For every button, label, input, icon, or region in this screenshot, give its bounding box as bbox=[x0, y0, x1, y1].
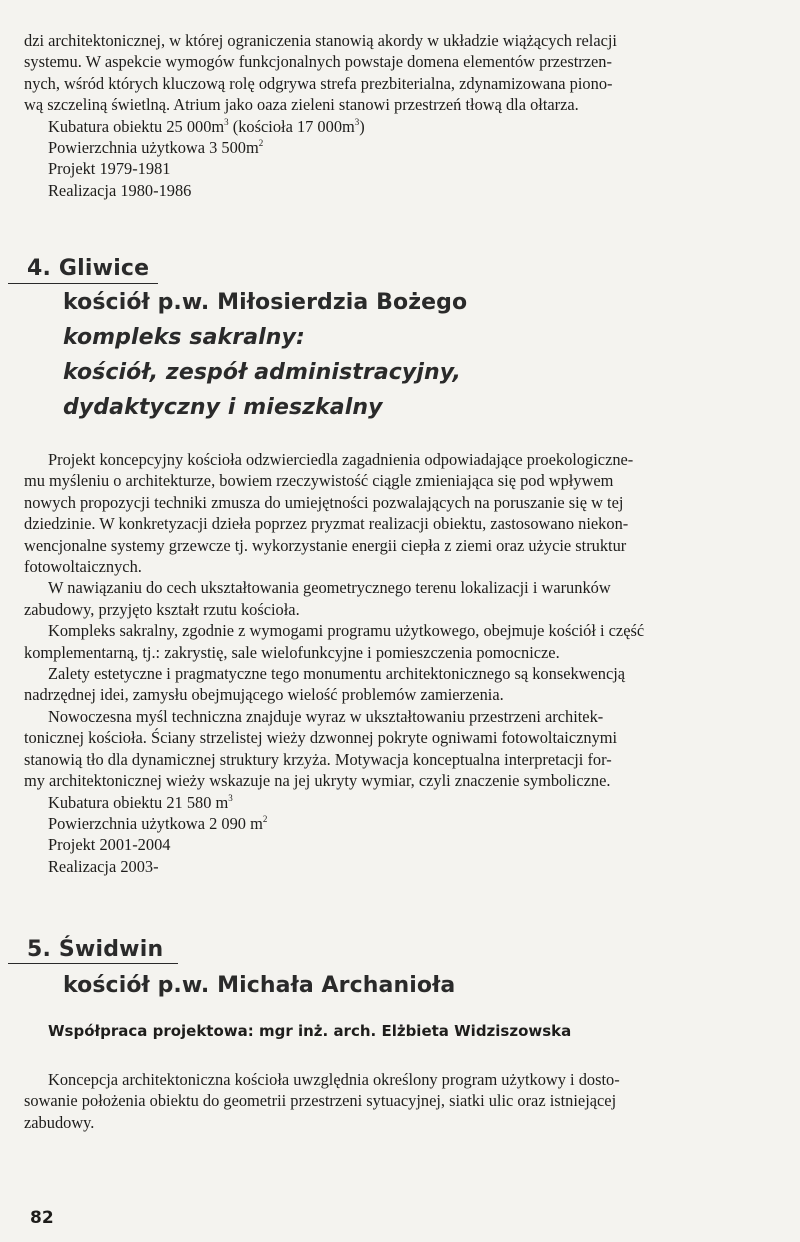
text-line: dziedzinie. W konkretyzacji dzieła poprzez pryzmat realizacji obiektu, zastosowano niekon- bbox=[24, 514, 629, 534]
text-line: Nowoczesna myśl techniczna znajduje wyraz w ukształtowaniu przestrzeni architek- bbox=[48, 706, 604, 726]
text-line: sowanie położenia obiektu do geometrii przestrzeni sytuacyjnej, siatki ulic oraz istniejącej bbox=[24, 1091, 617, 1111]
spec-area: Powierzchnia użytkowa 2 090 $m^2$ bbox=[48, 813, 268, 833]
text-line: fotowoltaicznych. bbox=[24, 557, 142, 577]
page-number: 82 bbox=[30, 1208, 54, 1228]
section-4-subtitle: kościół, zespół administracyjny, bbox=[63, 360, 461, 385]
text-line: dzi architektonicznej, w której ograniczenia stanowią akordy w układzie wiążących relacji bbox=[24, 31, 617, 50]
text-line: wencjonalne systemy grzewcze tj. wykorzystanie energii ciepła z ziemi oraz użycie struktur bbox=[24, 535, 627, 555]
spec-volume: Kubatura obiektu 25 $000m^3$ (kościoła 17 $000m^3$) bbox=[48, 116, 365, 136]
section-4-body bbox=[24, 449, 746, 877]
spec-area: Powierzchnia użytkowa 3 $500m^2$ bbox=[48, 138, 264, 158]
section-5-underline bbox=[8, 963, 178, 964]
text-line: systemu. W aspekcie wymogów funkcjonalnych powstaje domena elementów przestrzen- bbox=[24, 52, 612, 72]
collaboration-credit: Współpraca projektowa: mgr inż. arch. Elżbieta Widziszowska bbox=[48, 1022, 572, 1040]
text-line: Koncepcja architektoniczna kościoła uwzględnia określony program użytkowy i dosto- bbox=[48, 1070, 620, 1089]
text-line: W nawiązaniu do cech ukształtowania geometrycznego terenu lokalizacji i warunków bbox=[48, 578, 611, 598]
spec-realization-years: Realizacja 2003- bbox=[48, 856, 159, 876]
text-line: nadrzędnej idei, zamysłu obejmującego wielość problemów zamierzenia. bbox=[24, 685, 504, 705]
spec-project-years: Projekt 1979-1981 bbox=[48, 159, 171, 179]
text-line: stanowią tło dla dynamicznej struktury krzyża. Motywacja konceptualna interpretacji for- bbox=[24, 749, 612, 769]
intro-paragraph bbox=[24, 30, 746, 201]
spec-realization-years: Realizacja 1980-1986 bbox=[48, 180, 192, 200]
text-line: komplementarną, tj.: zakrystię, sale wielofunkcyjne i pomieszczenia pomocnicze. bbox=[24, 642, 560, 662]
section-4-subtitle: kościół p.w. Miłosierdzia Bożego bbox=[63, 290, 468, 315]
text-line: wą szczeliną świetlną. Atrium jako oaza zieleni stanowi przestrzeń tłową dla ołtarza. bbox=[24, 95, 579, 115]
text-line: my architektonicznej wieży wskazuje na jej ukryty wymiar, czyli znaczenie symboliczne. bbox=[24, 771, 611, 791]
text-line: Zalety estetyczne i pragmatyczne tego monumentu architektonicznego są konsekwencją bbox=[48, 664, 626, 684]
spec-project-years: Projekt 2001-2004 bbox=[48, 835, 171, 855]
text-line: zabudowy, przyjęto kształt rzutu kościoła. bbox=[24, 599, 300, 619]
text-line: nych, wśród których kluczową rolę odgrywa strefa prezbiterialna, zdynamizowana piono- bbox=[24, 73, 613, 93]
spec-volume: Kubatura obiektu 21 580 $m^3$ bbox=[48, 792, 233, 812]
section-4-subtitle: kompleks sakralny: bbox=[63, 325, 305, 350]
section-4-subtitle: dydaktyczny i mieszkalny bbox=[63, 395, 383, 420]
text-line: zabudowy. bbox=[24, 1112, 95, 1132]
section-5-body bbox=[24, 1069, 746, 1133]
section-4-underline bbox=[8, 283, 158, 284]
text-line: mu myśleniu o architekturze, bowiem rzeczywistość ciągle zmieniająca się pod wpływem bbox=[24, 471, 614, 491]
section-5-title: 5. Świdwin bbox=[27, 937, 164, 962]
text-line: tonicznej kościoła. Ściany strzelistej wieży dzwonnej pokryte ogniwami fotowoltaicznymi bbox=[24, 728, 618, 748]
text-line: Kompleks sakralny, zgodnie z wymogami programu użytkowego, obejmuje kościół i część bbox=[48, 621, 645, 641]
section-5-subtitle: kościół p.w. Michała Archanioła bbox=[63, 973, 456, 998]
text-line: Projekt koncepcyjny kościoła odzwierciedla zagadnienia odpowiadające proekologiczne- bbox=[48, 450, 634, 469]
section-4-title: 4. Gliwice bbox=[27, 256, 150, 281]
text-line: nowych propozycji techniki zmusza do umiejętności pozwalających na poruszanie się w tej bbox=[24, 492, 624, 512]
